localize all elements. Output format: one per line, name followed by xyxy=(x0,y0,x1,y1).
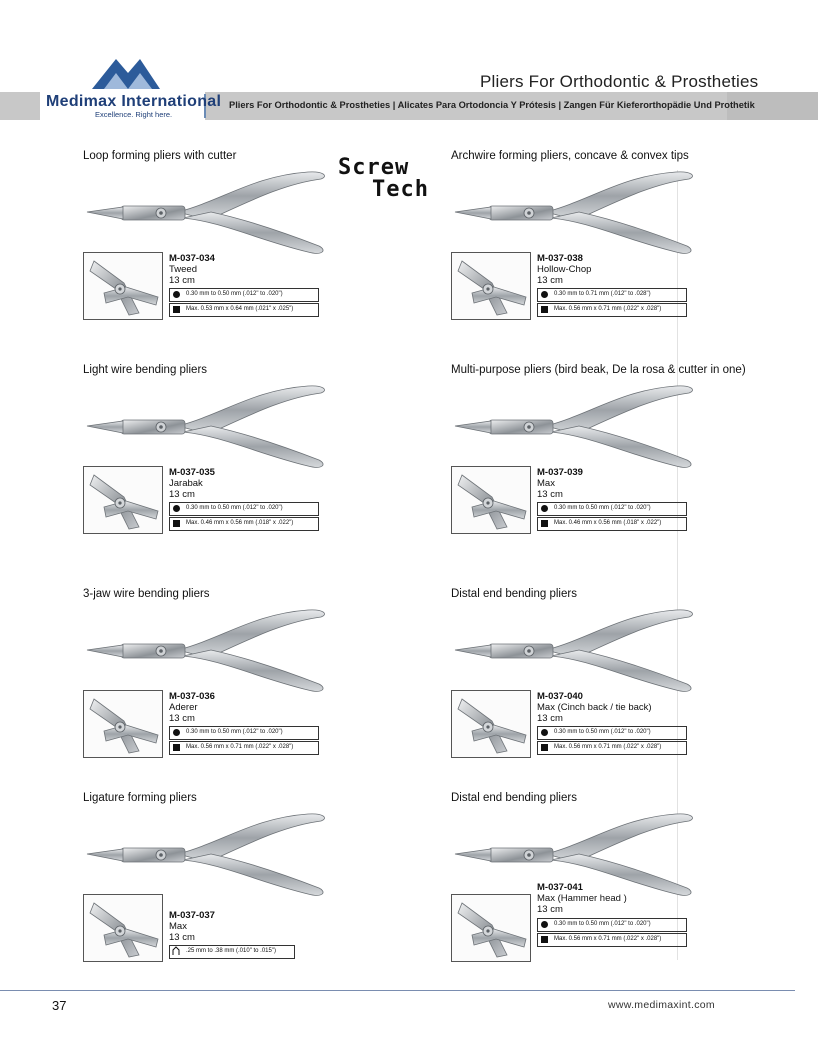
pliers-tip-thumbnail xyxy=(451,690,531,758)
pliers-tip-thumbnail xyxy=(451,894,531,962)
pliers-tip-thumbnail xyxy=(83,690,163,758)
product-name: Aderer xyxy=(169,702,198,713)
pliers-tip-thumbnail xyxy=(83,252,163,320)
product-card xyxy=(451,150,811,350)
ligature-wire-icon xyxy=(172,946,182,956)
filled-circle-icon xyxy=(541,921,548,928)
filled-circle-icon xyxy=(541,291,548,298)
filled-circle-icon xyxy=(173,729,180,736)
product-title: Multi-purpose pliers (bird beak, De la rosa & cutter in one) xyxy=(451,364,746,376)
product-title: Loop forming pliers with cutter xyxy=(83,150,237,162)
pliers-tip-thumbnail xyxy=(451,466,531,534)
spec-square-wire: Max. 0.56 mm x 0.71 mm (.022" x .028") xyxy=(537,741,687,755)
filled-square-icon xyxy=(541,936,548,943)
pliers-tip-thumbnail xyxy=(83,466,163,534)
website-url: www.medimaxint.com xyxy=(608,999,715,1011)
product-card xyxy=(451,364,811,564)
product-card xyxy=(451,588,811,788)
product-code: M-037-039 xyxy=(537,467,583,478)
filled-circle-icon xyxy=(541,729,548,736)
pliers-image xyxy=(451,162,701,257)
filled-square-icon xyxy=(541,744,548,751)
product-size: 13 cm xyxy=(169,275,195,286)
product-name: Jarabak xyxy=(169,478,203,489)
product-name: Hollow-Chop xyxy=(537,264,592,275)
product-code: M-037-037 xyxy=(169,910,215,921)
filled-circle-icon xyxy=(173,291,180,298)
product-name: Tweed xyxy=(169,264,197,275)
spec-round-wire: 0.30 mm to 0.50 mm (.012" to .020") xyxy=(537,502,687,516)
filled-circle-icon xyxy=(173,505,180,512)
spec-square-wire: Max. 0.56 mm x 0.71 mm (.022" x .028") xyxy=(537,303,687,317)
product-code: M-037-041 xyxy=(537,882,583,893)
page-title: Pliers For Orthodontic & Prostheties xyxy=(480,72,759,91)
product-name: Max xyxy=(537,478,555,489)
medimax-logo-icon xyxy=(82,55,162,91)
product-code: M-037-034 xyxy=(169,253,215,264)
spec-round-wire: 0.30 mm to 0.50 mm (.012" to .020") xyxy=(537,918,687,932)
product-title: Ligature forming pliers xyxy=(83,792,197,804)
filled-square-icon xyxy=(173,306,180,313)
watermark-line2: Tech xyxy=(372,177,429,202)
product-name: Max (Hammer head ) xyxy=(537,893,627,904)
spec-ligature-wire: .25 mm to .38 mm (.010" to .015") xyxy=(169,945,295,959)
product-code: M-037-040 xyxy=(537,691,583,702)
spec-square-wire: Max. 0.46 mm x 0.56 mm (.018" x .022") xyxy=(169,517,319,531)
pliers-image xyxy=(451,376,701,471)
spec-square-wire: Max. 0.53 mm x 0.64 mm (.021" x .025") xyxy=(169,303,319,317)
pliers-image xyxy=(83,162,333,257)
page-number: 37 xyxy=(52,998,67,1013)
product-card xyxy=(83,150,443,350)
product-title: Archwire forming pliers, concave & convex tips xyxy=(451,150,689,162)
product-title: Distal end bending pliers xyxy=(451,588,577,600)
filled-square-icon xyxy=(173,520,180,527)
pliers-image xyxy=(83,804,333,899)
product-name: Max (Cinch back / tie back) xyxy=(537,702,652,713)
product-size: 13 cm xyxy=(537,489,563,500)
filled-square-icon xyxy=(541,306,548,313)
pliers-image xyxy=(83,600,333,695)
category-line: Pliers For Orthodontic & Prostheties | Alicates Para Ortodoncia Y Prótesis | Zangen Für Kieferorthopädie Und Prothetik xyxy=(229,100,755,110)
product-card xyxy=(83,792,443,992)
filled-square-icon xyxy=(541,520,548,527)
pliers-tip-thumbnail xyxy=(83,894,163,962)
spec-round-wire: 0.30 mm to 0.50 mm (.012" to .020") xyxy=(169,726,319,740)
product-card xyxy=(83,588,443,788)
spec-round-wire: 0.30 mm to 0.50 mm (.012" to .020") xyxy=(537,726,687,740)
product-size: 13 cm xyxy=(169,489,195,500)
pliers-image xyxy=(83,376,333,471)
pliers-tip-thumbnail xyxy=(451,252,531,320)
product-size: 13 cm xyxy=(537,275,563,286)
spec-round-wire: 0.30 mm to 0.50 mm (.012" to .020") xyxy=(169,288,319,302)
product-title: Light wire bending pliers xyxy=(83,364,208,376)
brand-name: Medimax International xyxy=(46,93,222,110)
spec-square-wire: Max. 0.46 mm x 0.56 mm (.018" x .022") xyxy=(537,517,687,531)
product-card xyxy=(83,364,443,564)
watermark-line1: Screw xyxy=(338,155,410,180)
product-name: Max xyxy=(169,921,187,932)
spec-square-wire: Max. 0.56 mm x 0.71 mm (.022" x .028") xyxy=(537,933,687,947)
product-card xyxy=(451,792,811,992)
product-code: M-037-036 xyxy=(169,691,215,702)
product-size: 13 cm xyxy=(537,713,563,724)
product-size: 13 cm xyxy=(169,932,195,943)
spec-round-wire: 0.30 mm to 0.50 mm (.012" to .020") xyxy=(169,502,319,516)
pliers-image xyxy=(451,600,701,695)
footer-divider xyxy=(0,990,795,991)
filled-square-icon xyxy=(173,744,180,751)
product-code: M-037-038 xyxy=(537,253,583,264)
spec-square-wire: Max. 0.56 mm x 0.71 mm (.022" x .028") xyxy=(169,741,319,755)
product-size: 13 cm xyxy=(169,713,195,724)
product-title: 3-jaw wire bending pliers xyxy=(83,588,210,600)
product-title: Distal end bending pliers xyxy=(451,792,577,804)
product-code: M-037-035 xyxy=(169,467,215,478)
brand-tagline: Excellence. Right here. xyxy=(95,110,173,119)
spec-round-wire: 0.30 mm to 0.71 mm (.012" to .028") xyxy=(537,288,687,302)
product-size: 13 cm xyxy=(537,904,563,915)
filled-circle-icon xyxy=(541,505,548,512)
